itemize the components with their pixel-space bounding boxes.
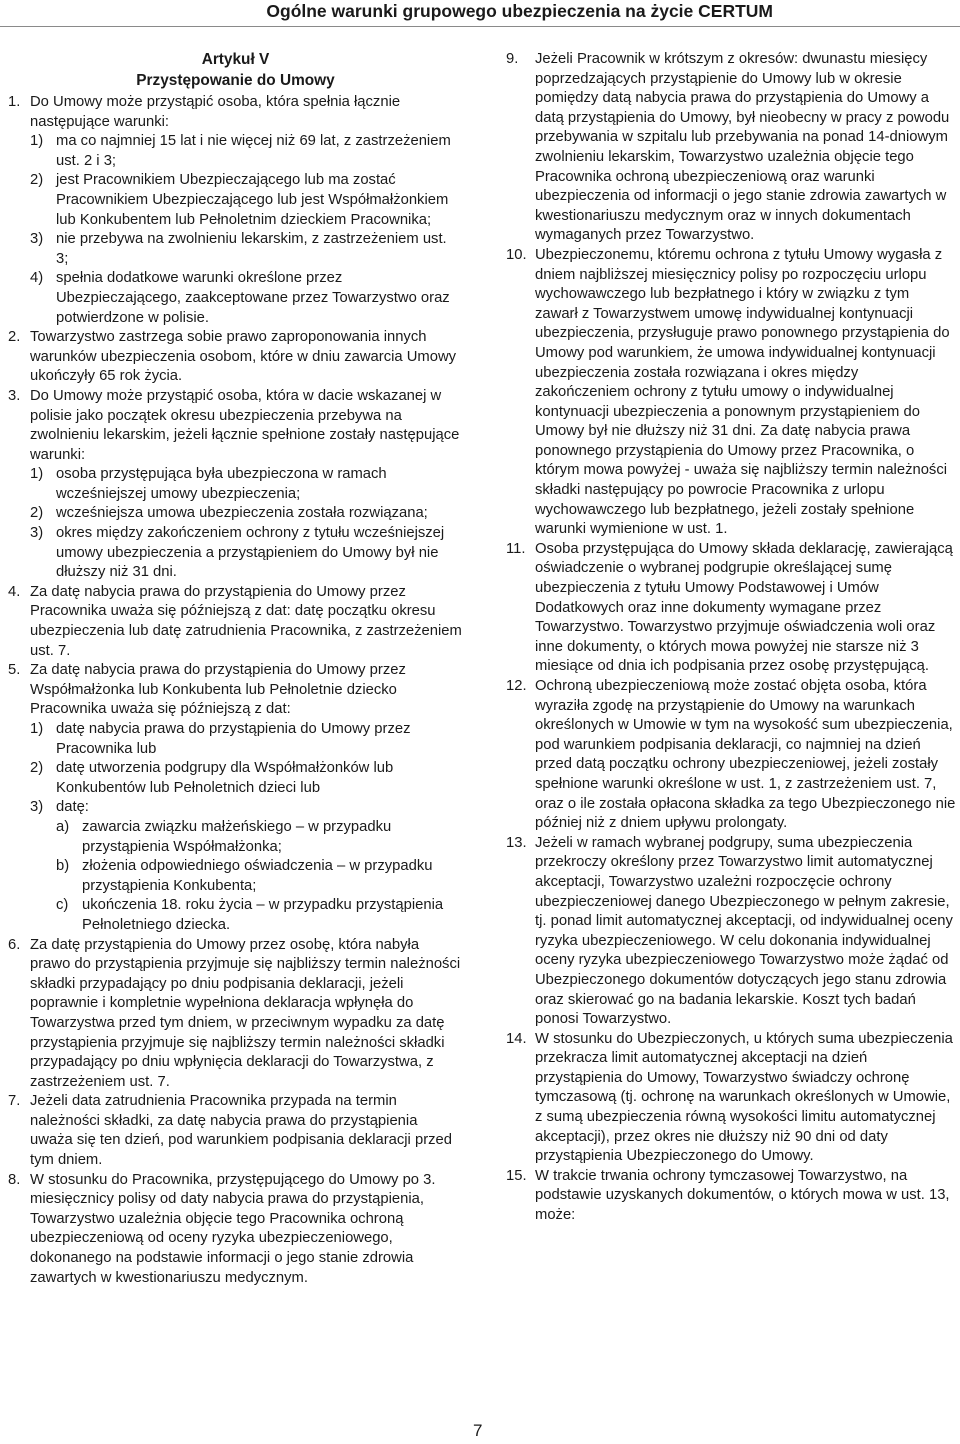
- text-line: datę:: [56, 799, 89, 816]
- text-line: W stosunku do Pracownika, przystępującego do Umowy: [30, 1171, 399, 1188]
- text-line: na warunkach określonych w Umowie w tym na wysokość: [535, 697, 916, 734]
- paragraph-head: [506, 677, 956, 834]
- paragraph-15: [506, 1167, 956, 1226]
- paragraph-5: [8, 661, 463, 935]
- list-item-number: 2): [30, 760, 44, 777]
- text-line: deklaracja wpłynęła do Towarzystwa przed tym dniem,: [30, 995, 414, 1031]
- list-item: [30, 798, 463, 818]
- text-line: do Umowy był nie dłuższy niż 31 dni. Za datę nabycia: [535, 403, 920, 440]
- text-line: po rozpoczęciu urlopu wychowawczego lub bezpłatnego: [535, 266, 927, 303]
- paragraph-number: 15.: [506, 1167, 527, 1184]
- list-item: [30, 171, 463, 230]
- letter-item-text: [82, 896, 463, 935]
- paragraph-number: 13.: [506, 834, 527, 851]
- page-header: [0, 0, 960, 27]
- paragraph-number: 12.: [506, 678, 527, 694]
- text-line: nie przebywa na zwolnieniu lekarskim, z zastrzeżeniem: [56, 231, 419, 248]
- text-line: się najbliższy termin należności składki przypadający: [30, 1034, 445, 1071]
- text-line: złożenia odpowiedniego oświadczenia –: [82, 858, 346, 875]
- text-line: najbliższy termin należności składki następujący: [535, 462, 948, 499]
- text-line: datę utworzenia podgrupy dla Współmałżonków: [56, 760, 370, 777]
- text-line: do przystąpienia, Towarzystwo uzależnia objęcie tego: [30, 1191, 424, 1227]
- paragraph-number: 7.: [8, 1093, 21, 1110]
- left-column: [8, 50, 463, 1288]
- text-line: z zastrzeżeniem ust. 2 i 3;: [56, 133, 451, 169]
- text-line: wygasła z dniem najbliższej miesięcznicy polisy: [535, 246, 943, 283]
- list-item-text: [56, 171, 463, 230]
- paragraph-text: [535, 1030, 956, 1167]
- text-line: stanu zdrowia oraz skierować go na badania lekarskie.: [535, 971, 947, 1008]
- list-item: [30, 720, 463, 759]
- list-item-number: 4): [30, 270, 44, 287]
- text-line: zawarcia Umowy ukończyły 65 rok życia.: [30, 348, 457, 385]
- text-line: prawa ponownego przystąpienia do Umowy przez: [535, 423, 911, 459]
- text-line: wcześniejszej umowy ubezpieczenia a przystąpieniem: [56, 525, 445, 561]
- paragraph-number: 9.: [506, 51, 519, 67]
- text-line: lub Konkubentów lub Pełnoletnich dzieci lub: [56, 760, 394, 796]
- text-line: zakończeniem ochrony z tytułu umowy o indywidualnej: [535, 384, 894, 401]
- paragraph-head: [8, 583, 463, 661]
- text-line: nabyła prawo do przystąpienia przyjmuje się najbliższy: [30, 936, 420, 973]
- text-line: Podstawowej i Umów Dodatkowych oraz inne dokumenty: [535, 580, 879, 616]
- left-column-body: [8, 93, 463, 1288]
- paragraph-10: [506, 246, 956, 540]
- article-number: Artykuł V: [201, 51, 270, 68]
- text-line: oświadczenia woli oraz inne dokumenty, o których mowa: [535, 619, 936, 655]
- text-line: oraz potwierdzone w polisie.: [56, 289, 450, 326]
- text-line: ubezpieczenia od informacji o jego stanie zdrowia: [535, 188, 861, 205]
- text-line: Do Umowy może przystąpić osoba, która w dacie: [30, 387, 354, 404]
- text-line: dzieckiem Pracownika;: [280, 211, 432, 228]
- paragraph-number: 14.: [506, 1030, 527, 1047]
- paragraph-text: [30, 93, 463, 132]
- list-item: [30, 524, 463, 583]
- paragraph-number: 4.: [8, 583, 21, 600]
- paragraph-text: [30, 583, 463, 661]
- text-line: ubezpieczenia przekracza limit automatycznej akceptacji: [535, 1030, 953, 1067]
- text-line: warunkiem, że umowa indywidualnej kontynuacji: [617, 344, 936, 361]
- paragraph-head: [8, 387, 463, 465]
- text-line: która wyraziła zgodę na przystąpienie do Umowy: [535, 678, 927, 714]
- letter-item-text: [82, 857, 463, 896]
- text-line: datę nabycia prawa do przystąpienia do Umowy przez: [56, 721, 411, 737]
- list-item-number: 1): [30, 466, 44, 483]
- text-line: Pracownika, o którym mowa powyżej - uważa się: [535, 442, 915, 479]
- text-line: świadczy ochronę tymczasową (tj. ochronę na warunkach: [535, 1069, 910, 1106]
- text-line: W stosunku do Ubezpieczonych, u których suma: [535, 1030, 855, 1047]
- text-line: w przeciwnym wypadku za datę przystąpienia przyjmuje: [30, 1014, 445, 1051]
- text-line: ubezpieczenia została rozwiązana i okres między: [535, 364, 859, 381]
- text-line: Jeżeli data zatrudnienia Pracownika przypada: [30, 1093, 332, 1110]
- text-line: Ubezpieczającego, zaakceptowane przez Towarzystwo: [56, 289, 417, 306]
- text-line: okres między zakończeniem ochrony z tytułu: [56, 525, 350, 542]
- text-line: kontynuacji ubezpieczenia a ponownym przystąpieniem: [535, 403, 900, 420]
- list-item-text: [56, 269, 463, 328]
- text-line: wymagane przez Towarzystwo. Towarzystwo przyjmuje: [535, 599, 882, 636]
- text-line: z zastrzeżeniem ust. 7.: [30, 623, 462, 659]
- text-line: wskazanej w polisie jako początek okresu ubezpieczenia: [30, 387, 442, 424]
- list-item: [30, 759, 463, 798]
- text-line: automatycznej akceptacji, od indywidualnej oceny ryzyka: [535, 913, 953, 949]
- text-line: miesięcy poprzedzających przystąpienie do Umowy: [535, 51, 928, 87]
- list-item-text: [56, 759, 463, 798]
- paragraph-text: [30, 936, 463, 1093]
- text-line: ma co najmniej 15 lat i nie więcej niż 69 lat,: [56, 133, 340, 150]
- text-line: medycznym.: [224, 1269, 308, 1286]
- paragraph-2: [8, 328, 463, 387]
- text-line: przystąpienia Pełnoletniego dziecka.: [82, 897, 444, 933]
- text-line: rozpoczęcie ochrony ubezpieczeniowej danego: [535, 873, 892, 910]
- list-item-number: 1): [30, 133, 44, 150]
- letter-item: [56, 818, 463, 857]
- text-line: ochrony ubezpieczeniowej, jeżeli zostały spełnione: [535, 756, 939, 792]
- text-line: innych warunków ubezpieczenia osobom, które w dniu: [30, 329, 427, 365]
- text-line: W trakcie trwania ochrony tymczasowej Towarzystwo,: [535, 1167, 887, 1184]
- text-line: do Umowy był nie dłuższy niż 31 dni.: [56, 544, 439, 581]
- text-line: jest Pracownikiem Ubezpieczającego lub ma: [56, 172, 349, 189]
- list-item: [30, 230, 463, 269]
- text-line: w ust. 13, może:: [535, 1187, 950, 1224]
- text-line: oceny ryzyka ubezpieczeniowego Towarzystwo może: [535, 952, 885, 969]
- paragraph-number: 6.: [8, 936, 21, 953]
- paragraph-head: [506, 1167, 956, 1226]
- list-item-number: 1): [30, 721, 44, 737]
- text-line: okres nie dłuższy niż 90 dni od daty przystąpienia: [535, 1128, 888, 1165]
- list-item-number: 3): [30, 525, 44, 542]
- text-line: wcześniejsza umowa ubezpieczenia została: [56, 505, 345, 522]
- paragraph-head: [506, 1030, 956, 1167]
- text-line: Pracownika lub: [56, 740, 157, 757]
- article-title: Przystępowanie do Umowy: [136, 72, 335, 89]
- list-item-text: [56, 504, 463, 524]
- text-line: do przystąpienia uważa się ten dzień, pod warunkiem: [30, 1112, 418, 1149]
- text-line: warunki określone w ust. 1, z zastrzeżeniem ust. 7, oraz: [535, 775, 937, 812]
- text-line: na dzień przystąpienia do Umowy, Towarzystwo: [535, 1050, 868, 1086]
- paragraph-4: [8, 583, 463, 661]
- list-item: [30, 465, 463, 504]
- paragraph-8: [8, 1171, 463, 1289]
- paragraph-number: 10.: [506, 246, 527, 263]
- text-line: automatycznej akceptacji, Towarzystwo uzależni: [535, 854, 933, 890]
- text-line: ust. 3;: [56, 231, 447, 267]
- text-line: zawartych w kwestionariuszu medycznym oraz w innych: [535, 188, 947, 224]
- text-line: zostały następujące warunki:: [30, 427, 460, 463]
- text-line: dokumentach wymaganych przez Towarzystwo.: [535, 207, 911, 244]
- text-line: Za datę nabycia prawa do przystąpienia do Umowy przez: [30, 583, 406, 600]
- paragraph-head: [8, 1171, 463, 1289]
- paragraph-12: [506, 677, 956, 834]
- text-line: osoba przystępująca była ubezpieczona w ramach: [56, 466, 387, 483]
- list-item-number: 2): [30, 172, 44, 189]
- text-line: w przypadku przystąpienia Konkubenta;: [82, 858, 433, 894]
- text-line: Ubezpieczonego w pełnym zakresie, tj. ponad limit: [535, 893, 950, 930]
- paragraph-text: [535, 834, 956, 1030]
- article-heading: [8, 50, 463, 91]
- paragraph-11: [506, 540, 956, 677]
- text-line: termin należności składki przypadający po dniu podpisania: [30, 956, 461, 992]
- text-line: Ubezpieczonemu, któremu ochrona z tytułu Umowy: [535, 246, 874, 263]
- text-line: Koszt tych badań ponosi Towarzystwo.: [535, 991, 916, 1028]
- text-line: podpisania deklaracji przed tym dniem.: [30, 1132, 452, 1169]
- paragraph-head: [506, 834, 956, 1030]
- text-line: na termin należności składki, za datę nabycia prawa: [30, 1093, 397, 1129]
- text-line: w szpitalu lub przebywania na ponad 14-dniowym: [622, 129, 948, 146]
- paragraph-3: [8, 387, 463, 583]
- list-item-text: [56, 798, 463, 818]
- list-item: [30, 269, 463, 328]
- page-number: 7: [473, 1421, 483, 1440]
- text-line: wymienione w ust. 1.: [590, 521, 728, 538]
- text-line: przez osobę przystępującą.: [748, 658, 930, 675]
- text-line: o ile została opłacona składka za tego Ubezpieczonego: [567, 795, 932, 812]
- list-item: [30, 132, 463, 171]
- paragraph-text: [30, 328, 463, 387]
- paragraph-head: [8, 93, 463, 132]
- text-line: po 3. miesięcznicy polisy od daty nabycia prawa: [30, 1171, 436, 1208]
- text-line: żądać od Ubezpieczonego dokumentów dotyczących jego: [535, 952, 949, 988]
- paragraph-text: [535, 246, 956, 540]
- letter-item-label: b): [56, 858, 70, 875]
- paragraph-6: [8, 936, 463, 1093]
- text-line: tego Pracownika ochroną ubezpieczeniową oraz warunki: [535, 148, 914, 185]
- text-line: Ochroną ubezpieczeniową może zostać objęta osoba,: [535, 678, 890, 694]
- text-line: ubezpieczeniowego, dokonanego na podstawie informacji: [30, 1230, 393, 1267]
- paragraph-number: 2.: [8, 329, 21, 346]
- paragraph-9: [506, 50, 956, 246]
- text-line: zawarcia związku małżeńskiego – w przypadku: [82, 818, 392, 835]
- paragraph-number: 11.: [506, 540, 526, 557]
- text-line: okresu ubezpieczenia lub datę zatrudnienia Pracownika,: [30, 603, 436, 640]
- text-line: spełnia dodatkowe warunki określone przez: [56, 270, 343, 287]
- text-line: sum ubezpieczenia, pod warunkiem podpisania: [535, 717, 953, 753]
- text-line: powyżej nie starsze niż 3 miesiące od dnia ich podpisania: [535, 638, 919, 675]
- text-line: Pracownika ochroną ubezpieczeniową od oceny ryzyka: [30, 1210, 404, 1247]
- text-line: Osoba przystępująca do Umowy składa deklarację,: [535, 540, 871, 557]
- paragraph-text: [30, 661, 463, 720]
- paragraph-head: [8, 328, 463, 387]
- paragraph-head: [8, 936, 463, 1093]
- text-line: do przystąpienia do Umowy a datą przystąpienia: [535, 90, 929, 126]
- text-line: deklaracji, jeżeli poprawnie i kompletnie wypełniona: [30, 975, 404, 1012]
- text-line: Ubezpieczonego do Umowy.: [626, 1148, 814, 1165]
- paragraph-head: [506, 540, 956, 677]
- text-line: przekroczy określony przez Towarzystwo limit: [535, 854, 834, 871]
- text-line: rozwiązana;: [348, 505, 428, 522]
- text-line: Jeżeli w ramach wybranej podgrupy, suma ubezpieczenia: [535, 834, 913, 851]
- paragraph-number: 8.: [8, 1171, 21, 1188]
- text-line: ubezpieczeniowego. W celu dokonania indywidualnej: [581, 932, 931, 949]
- text-line: przystąpienia Współmałżonka;: [82, 838, 282, 855]
- text-line: określonych w Umowie, z sumą ubezpieczenia równą: [535, 1089, 951, 1126]
- list-item-text: [56, 524, 463, 583]
- list-item-text: [56, 132, 463, 171]
- right-column: [506, 50, 956, 1226]
- text-line: na podstawie uzyskanych dokumentów, o których mowa: [535, 1167, 908, 1204]
- document-title: Ogólne warunki grupowego ubezpieczenia na życie CERTUM: [266, 1, 773, 21]
- paragraph-head: [8, 1092, 463, 1170]
- text-line: przebywa na zwolnieniu lekarskim, jeżeli łącznie spełnione: [30, 407, 402, 444]
- paragraph-text: [535, 677, 956, 834]
- paragraph-7: [8, 1092, 463, 1170]
- paragraph-head: [8, 661, 463, 720]
- letter-item-label: c): [56, 897, 69, 914]
- letter-item-text: [82, 818, 463, 857]
- text-line: Pracownika uważa się późniejszą z dat:: [30, 701, 291, 718]
- text-line: lub bezpłatnego, jeżeli zostały spełnione warunki: [535, 501, 915, 538]
- letter-item: [56, 857, 463, 896]
- paragraph-1: [8, 93, 463, 328]
- text-line: Jeżeli Pracownik w krótszym z okresów: dwunastu: [535, 51, 866, 67]
- paragraph-number: 1.: [8, 94, 21, 110]
- list-item-number: 2): [30, 505, 44, 522]
- list-item-text: [56, 720, 463, 759]
- letter-item: [56, 896, 463, 935]
- text-line: Za datę przystąpienia do Umowy przez osobę, która: [30, 936, 372, 953]
- list-item-text: [56, 230, 463, 269]
- paragraph-14: [506, 1030, 956, 1167]
- paragraph-text: [30, 1171, 463, 1289]
- text-line: Towarzystwo zastrzega sobie prawo zaproponowania: [30, 329, 380, 346]
- paragraph-text: [535, 50, 956, 246]
- text-line: Współmałżonka lub Konkubenta lub Pełnoletnie dziecko: [30, 681, 397, 698]
- text-line: po dniu wpłynięcia deklaracji do Towarzystwa,: [121, 1054, 423, 1071]
- text-line: wcześniejszej umowy ubezpieczenia;: [56, 485, 301, 502]
- text-line: do Umowy, był nieobecny w pracy z powodu przebywania: [535, 109, 950, 146]
- text-line: zawierającą oświadczenie o wybranej podgrupie: [535, 540, 953, 577]
- text-line: Za datę nabycia prawa do przystąpienia do Umowy przez: [30, 662, 406, 679]
- text-line: prawo ponownego przystąpienia do Umowy pod: [535, 325, 950, 361]
- paragraph-13: [506, 834, 956, 1030]
- text-line: zwolnieniu lekarskim, Towarzystwo uzależnia objęcie: [535, 148, 881, 165]
- list-item-number: 3): [30, 231, 44, 248]
- paragraph-head: [506, 50, 956, 246]
- paragraph-text: [30, 1092, 463, 1170]
- text-line: i który w związku z tym zawarł z Towarzystwem umowę: [535, 286, 910, 322]
- list-item: [30, 504, 463, 524]
- text-line: zostać Pracownikiem Ubezpieczającego lub jest: [56, 172, 396, 208]
- list-item-number: 3): [30, 799, 44, 816]
- text-line: określającej sumę ubezpieczenia z tytułu Umowy: [535, 560, 892, 597]
- text-line: o jego stanie zdrowia zawartych w kwestionariuszu: [30, 1250, 414, 1286]
- text-line: po powrocie Pracownika z urlopu wychowawczego: [535, 482, 885, 518]
- text-line: wysokości limitu automatycznej akceptacji), przez: [535, 1109, 936, 1145]
- list-item-text: [56, 465, 463, 504]
- text-line: Do Umowy może przystąpić osoba, która spełnia łącznie następujące warunki:: [30, 94, 401, 130]
- paragraph-number: 5.: [8, 662, 21, 679]
- paragraph-head: [506, 246, 956, 540]
- paragraph-text: [535, 540, 956, 677]
- paragraph-text: [535, 1167, 956, 1226]
- text-line: Współmałżonkiem lub Konkubentem lub Pełnoletnim: [56, 191, 449, 228]
- text-line: z zastrzeżeniem ust. 7.: [30, 1054, 434, 1090]
- text-line: deklaracji, co najmniej na dzień przed datą początku: [535, 736, 921, 773]
- paragraph-text: [30, 387, 463, 465]
- text-line: Pracownika uważa się późniejszą z dat: datę początku: [30, 603, 387, 620]
- paragraph-number: 3.: [8, 387, 21, 404]
- text-line: nie później niż z dniem upływu prolongaty.: [535, 795, 956, 832]
- text-line: indywidualnej kontynuacji ubezpieczenia, przysługuje: [535, 305, 914, 342]
- right-column-body: [506, 50, 956, 1226]
- text-line: ukończenia 18. roku życia – w przypadku: [82, 897, 352, 914]
- text-line: lub w okresie pomiędzy datą nabycia prawa: [535, 70, 902, 107]
- letter-item-label: a): [56, 818, 70, 835]
